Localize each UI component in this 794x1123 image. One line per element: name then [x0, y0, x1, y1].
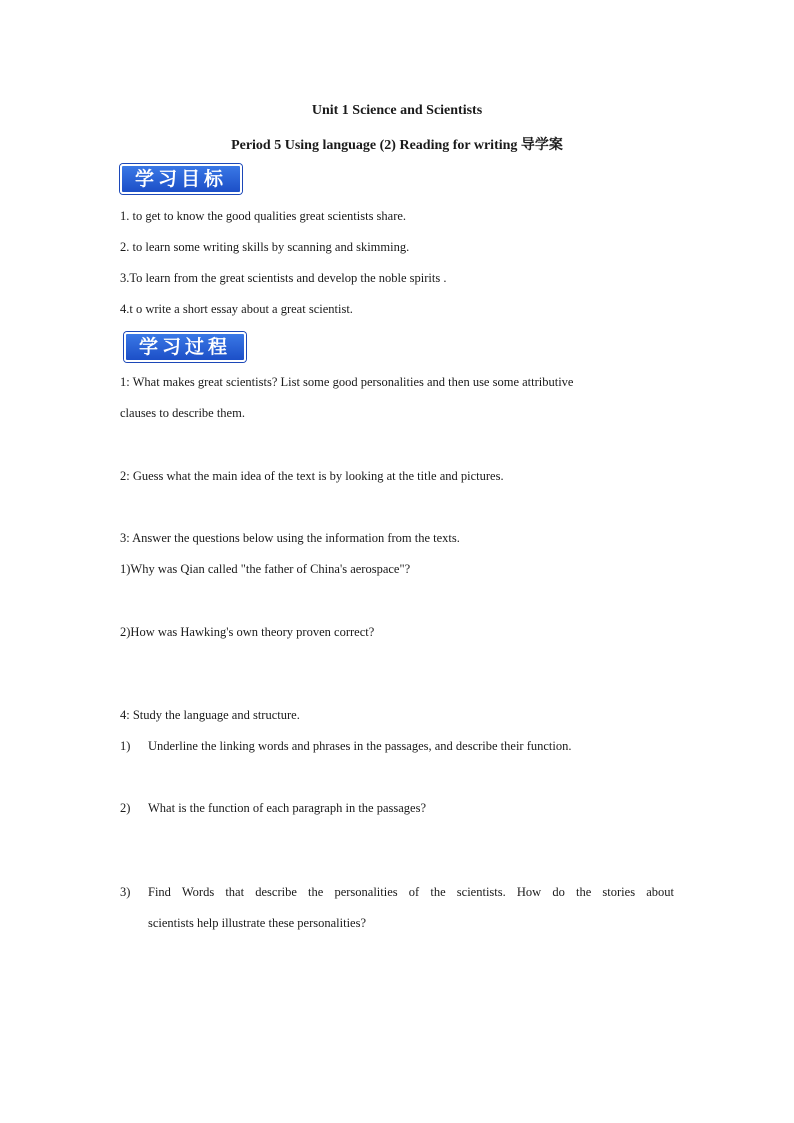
goal-item-2: 2. to learn some writing skills by scanning and skimming.	[120, 240, 410, 254]
goal-item-3: 3.To learn from the great scientists and develop the noble spirits .	[120, 271, 447, 285]
question-4-item-1-text: Underline the linking words and phrases in the passages, and describe their function.	[148, 739, 572, 753]
document-subtitle	[0, 134, 794, 154]
question-4-item-3-line-2: scientists help illustrate these personalities?	[148, 916, 366, 930]
subtitle-cjk: 导学案	[520, 137, 563, 153]
question-3-sub-2: 2)How was Hawking's own theory proven correct?	[120, 625, 375, 639]
goal-item-1: 1. to get to know the good qualities great scientists share.	[120, 209, 407, 223]
question-3: 3: Answer the questions below using the information from the texts.	[120, 531, 460, 545]
question-1-line-1: 1: What makes great scientists? List some good personalities and then use some attributive	[120, 375, 574, 389]
question-1-line-2: clauses to describe them.	[120, 406, 245, 420]
document-title: Unit 1 Science and Scientists	[311, 103, 483, 118]
question-2: 2: Guess what the main idea of the text is by looking at the title and pictures.	[120, 469, 504, 483]
question-3-sub-1: 1)Why was Qian called "the father of China's aerospace"?	[120, 562, 411, 576]
question-4-item-3-line-1: Find Words that describe the personalities of the scientists. How do the stories about	[148, 885, 674, 899]
goal-item-4: 4.t o write a short essay about a great scientist.	[120, 302, 353, 316]
learning-process-banner: 学习过程	[124, 332, 246, 362]
question-4-item-2-text: What is the function of each paragraph in the passages?	[148, 801, 427, 815]
question-4: 4: Study the language and structure.	[120, 708, 300, 722]
question-4-item-2-number: 2)	[120, 801, 131, 815]
question-4-item-3-number: 3)	[120, 885, 131, 899]
subtitle-text: Period 5 Using language (2) Reading for writing	[231, 138, 518, 153]
question-4-item-1-number: 1)	[120, 739, 131, 753]
learning-goals-banner: 学习目标	[120, 164, 242, 194]
